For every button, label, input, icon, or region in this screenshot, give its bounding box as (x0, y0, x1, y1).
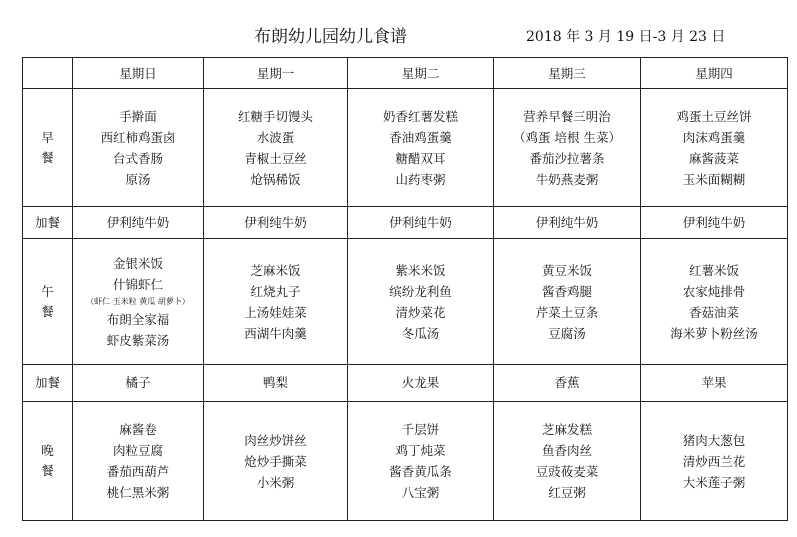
menu-cell (641, 207, 788, 239)
dish: 芹菜土豆条 (535, 304, 599, 320)
dish: 鸡丁炖菜 (395, 443, 446, 458)
dish: 麻酱卷 (119, 422, 157, 437)
dish: 金银米饭 (112, 255, 163, 271)
dish: 奶香红薯发糕 (382, 108, 458, 124)
menu-cell (204, 207, 348, 239)
menu-cell (204, 365, 348, 402)
menu-cell (348, 365, 494, 402)
day-header: 星期一 (204, 58, 348, 89)
dish: 什锦虾仁 (112, 276, 163, 292)
meal-label-char: 餐 (41, 463, 54, 478)
menu-cell (348, 207, 494, 239)
dish: 番茄沙拉薯条 (529, 150, 605, 166)
dish: 清炒西兰花 (682, 453, 746, 469)
dish: 小米粥 (256, 474, 295, 490)
meal-label-dinner (23, 402, 73, 521)
header-row (23, 58, 788, 89)
day-header: 星期四 (641, 58, 788, 89)
day-header: 星期三 (494, 58, 641, 89)
day-header: 星期日 (73, 58, 204, 89)
menu-cell (641, 365, 788, 402)
dish: 八宝粥 (401, 485, 440, 500)
meal-label-char: 晚 (41, 443, 54, 458)
snack-item: 橘子 (125, 375, 151, 390)
meal-label-char: 餐 (47, 214, 61, 230)
menu-cell (348, 402, 494, 521)
dish: 原汤 (125, 171, 151, 187)
corner-cell (23, 58, 73, 89)
dish: 清炒菜花 (395, 304, 446, 320)
dish: 玉米面糊糊 (682, 171, 746, 187)
dish: 紫米米饭 (395, 262, 446, 278)
dish: 豆豉莜麦菜 (535, 464, 599, 479)
day-header: 星期二 (348, 58, 494, 89)
menu-cell (494, 402, 641, 521)
menu-cell (73, 89, 204, 207)
meal-label-lunch (23, 239, 73, 365)
dish: 红薯米饭 (688, 262, 739, 278)
dish: 冬瓜汤 (401, 325, 440, 341)
snack-item: 伊利纯牛奶 (535, 214, 599, 230)
meal-label-snack-1 (23, 207, 73, 239)
menu-cell (73, 207, 204, 239)
dish: 牛奶燕麦粥 (535, 171, 599, 187)
dish: 西红柿鸡蛋卤 (100, 129, 176, 145)
dish: 上汤娃娃菜 (244, 304, 307, 320)
menu-cell (641, 239, 788, 365)
menu-cell (73, 402, 204, 521)
snack-item: 伊利纯牛奶 (106, 214, 170, 230)
menu-cell (204, 239, 348, 365)
dish: 炝锅稀饭 (250, 171, 301, 187)
meal-label-char: 早 (41, 129, 54, 145)
dish: 红烧丸子 (250, 283, 301, 299)
snack-row-1 (23, 207, 788, 239)
menu-cell (641, 402, 788, 521)
meal-label-breakfast (23, 89, 73, 207)
snack-row-2 (23, 365, 788, 402)
menu-cell (73, 365, 204, 402)
page-title: 布朗幼儿园幼儿食谱 (254, 27, 407, 47)
meal-label-char: 加 (34, 375, 48, 390)
dinner-row (23, 402, 788, 521)
dish: 桃仁黑米粥 (106, 485, 170, 500)
dish: 鸡蛋土豆丝饼 (676, 108, 752, 124)
snack-item: 鸭梨 (262, 375, 288, 390)
menu-cell (204, 89, 348, 207)
dish: 番茄西葫芦 (106, 464, 170, 479)
menu-cell-sunday-lunch (73, 239, 204, 365)
dish: 香菇油菜 (688, 304, 739, 320)
dish: 缤纷龙利鱼 (389, 283, 452, 299)
dish: 红豆粥 (548, 485, 586, 500)
dish: 布朗全家福 (106, 311, 170, 327)
dish: 肉粒豆腐 (112, 443, 163, 458)
meal-label-char: 加 (34, 214, 48, 230)
dish: 海米萝卜粉丝汤 (670, 325, 758, 341)
meal-label-char: 餐 (41, 303, 54, 319)
dish: 糖醋双耳 (395, 150, 446, 166)
dish: 西湖牛肉羹 (244, 325, 307, 341)
menu-cell (204, 402, 348, 521)
meal-label-char: 午 (41, 283, 54, 299)
dish: 虾皮紫菜汤 (106, 332, 170, 348)
dish: 肉丝炒饼丝 (244, 432, 307, 448)
breakfast-row (23, 89, 788, 207)
menu-cell (348, 239, 494, 365)
dish-ingredients-note: （虾仁 玉米粒 黄瓜 胡萝卜） (86, 296, 190, 306)
dish: 黄豆米饭 (541, 262, 592, 278)
meal-label-char: 餐 (41, 149, 54, 165)
menu-cell (494, 207, 641, 239)
dish: 营养早餐三明治 (523, 108, 611, 124)
dish: 台式香肠 (112, 150, 163, 166)
menu-cell (641, 89, 788, 207)
dish: 红糖手切馒头 (237, 108, 313, 124)
dish: 肉沫鸡蛋羹 (682, 129, 746, 145)
dish: 千层饼 (401, 422, 440, 437)
meal-label-snack-2 (23, 365, 73, 402)
menu-cell (494, 365, 641, 402)
menu-cell (494, 239, 641, 365)
date-range: 2018 年 3 月 19 日-3 月 23 日 (526, 29, 726, 45)
snack-item: 伊利纯牛奶 (244, 214, 307, 230)
dish: 鱼香肉丝 (541, 443, 592, 458)
snack-item: 香蕉 (554, 375, 580, 390)
snack-item: 苹果 (701, 375, 727, 390)
snack-item: 伊利纯牛奶 (389, 214, 452, 230)
dish: 麻酱菠菜 (688, 150, 739, 166)
dish: 酱香鸡腿 (541, 283, 592, 299)
dish: 大米莲子粥 (682, 474, 746, 490)
snack-item: 火龙果 (401, 375, 440, 390)
menu-cell (494, 89, 641, 207)
dish: 山药枣粥 (395, 171, 446, 187)
dish: 香油鸡蛋羹 (389, 129, 452, 145)
dish: 酱香黄瓜条 (389, 464, 452, 479)
dish: 豆腐汤 (548, 325, 586, 341)
dish: 炝炒手撕菜 (244, 453, 307, 469)
dish: 青椒土豆丝 (244, 150, 307, 166)
meal-label-char: 餐 (47, 375, 61, 390)
dish: （鸡蛋 培根 生菜） (513, 129, 621, 145)
snack-item: 伊利纯牛奶 (682, 214, 746, 230)
dish: 芝麻发糕 (541, 422, 592, 437)
dish: 水波蛋 (256, 129, 295, 145)
menu-cell (348, 89, 494, 207)
lunch-row (23, 239, 788, 365)
dish: 猪肉大葱包 (682, 432, 746, 448)
dish: 手擀面 (119, 108, 157, 124)
menu-table (22, 57, 788, 521)
dish: 农家炖排骨 (682, 283, 746, 299)
dish: 芝麻米饭 (250, 262, 301, 278)
